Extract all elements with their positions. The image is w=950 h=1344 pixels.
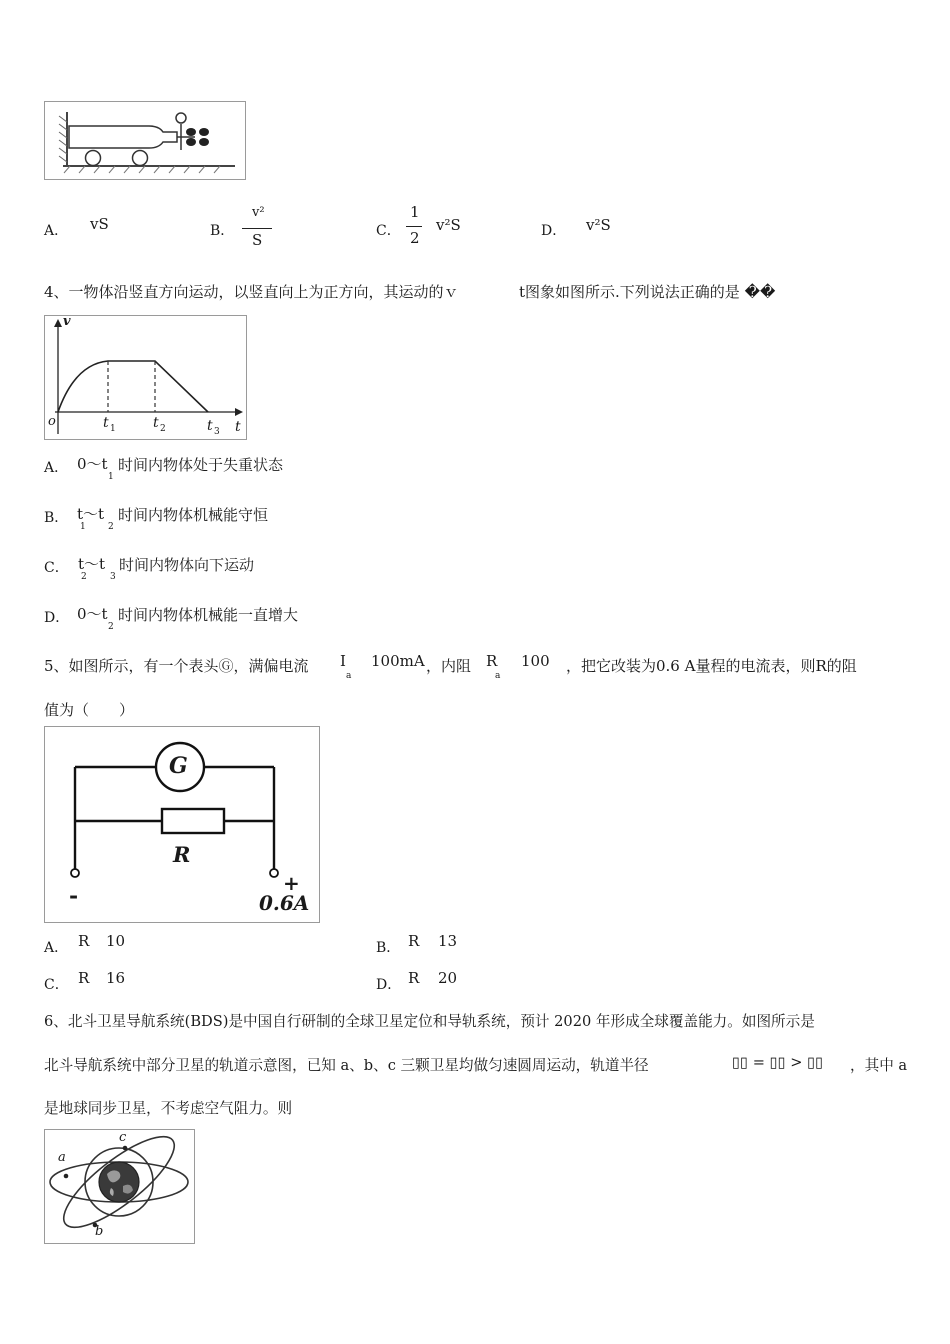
vt-x-label: t [235, 419, 241, 435]
q5-stem-part2: ，把它改装为0.6 A量程的电流表，则R的阻 [566, 657, 857, 675]
q5-stem-part1: 5、如图所示，有一个表头Ⓖ，满偏电流 [44, 657, 309, 675]
q4-option-c-label: C． [44, 560, 69, 576]
q3-option-c-fraction-bar [406, 226, 422, 227]
plus-terminal-label: + [283, 871, 300, 895]
q3-option-b-numerator: v² [252, 205, 265, 220]
q4-option-d-label: D． [44, 610, 70, 626]
q3-option-b-label[interactable]: B． [210, 223, 235, 239]
q5-ig-value: 100mA [371, 652, 425, 670]
q3-option-c-label[interactable]: C． [376, 223, 401, 239]
q4-option-d-range: 0～t [77, 605, 108, 623]
q4-option-a-text: 时间内物体处于失重状态 [118, 456, 284, 474]
q5-rg-symbol: R [486, 652, 498, 670]
q3-option-b-denominator: S [252, 231, 263, 249]
q4-option-a-end-sub: 1 [108, 472, 114, 482]
q4-option-a-range: 0～t [77, 455, 108, 473]
circuit-figure [44, 726, 320, 923]
vt-tick-t3-sub: 3 [214, 427, 220, 437]
q6-stem-line2: 北斗导航系统中部分卫星的轨道示意图，已知 a、b、c 三颗卫星均做匀速圆周运动，轨道半径 [44, 1057, 649, 1074]
q5-option-c-sym: R [78, 969, 90, 987]
q4-option-c-range: t～t [78, 555, 106, 573]
q6-radius-formula: ▯▯ = ▯▯ > ▯▯ [732, 1054, 824, 1071]
orbit-figure [44, 1129, 195, 1244]
q4-option-c-text: 时间内物体向下运动 [119, 556, 255, 574]
vt-tick-t2-sub: 2 [160, 424, 166, 434]
q4-option-d-text: 时间内物体机械能一直增大 [118, 606, 299, 624]
satellite-a-label: a [58, 1150, 66, 1165]
range-label: 0.6A [259, 891, 310, 915]
q5-stem-mid: ，内阻 [426, 657, 472, 675]
q3-option-a-label[interactable]: A． [44, 223, 69, 239]
q4-option-a-label: A． [44, 460, 69, 476]
satellite-c-label: c [119, 1130, 127, 1145]
q4-option-b-range: t～t [77, 505, 105, 523]
q5-stem-part3: 值为（ ） [44, 701, 135, 719]
q5-ig-sub: a [346, 671, 352, 681]
q5-option-d-label: D． [376, 977, 402, 993]
q5-option-a-label: A． [44, 940, 69, 956]
q5-option-c-label: C． [44, 977, 69, 993]
q4-option-c-end-sub: 3 [110, 572, 116, 582]
vt-tick-t1-sub: 1 [110, 424, 116, 434]
q5-option-b-label: B． [376, 940, 401, 956]
q5-option-d-sym: R [408, 969, 420, 987]
vt-y-label: v [63, 314, 71, 329]
q3-option-d-expr: v²S [586, 216, 611, 234]
q4-option-b-start-sub: 1 [80, 522, 86, 532]
q3-option-c-denominator: 2 [410, 229, 420, 247]
q6-stem-line1: 6、北斗卫星导航系统(BDS)是中国自行研制的全球卫星定位和导轨系统，预计 2020 年形成全球覆盖能力。如图所示是 [44, 1013, 815, 1030]
vt-tick-t1: t [103, 415, 109, 431]
q6-stem-line3: 是地球同步卫星，不考虑空气阻力。则 [44, 1100, 293, 1117]
q5-rg-value: 100 [521, 652, 550, 670]
q5-option-c-value: 16 [106, 969, 126, 987]
q4-stem-part2: t图象如图所示.下列说法正确的是 �� [519, 283, 776, 301]
q5-rg-sub: a [495, 671, 501, 681]
q5-option-a-value: 10 [106, 932, 126, 950]
q5-option-a-sym: R [78, 932, 90, 950]
q5-option-b-value: 13 [438, 932, 458, 950]
q4-option-c-start-sub: 2 [81, 572, 87, 582]
vt-origin-label: o [48, 414, 56, 429]
vt-graph-figure [44, 315, 247, 440]
q3-option-c-rest: v²S [436, 216, 461, 234]
vt-tick-t2: t [153, 415, 159, 431]
cart-figure [44, 101, 246, 180]
q5-option-b-sym: R [408, 932, 420, 950]
q3-option-c-numerator: 1 [410, 203, 420, 221]
q5-option-d-value: 20 [438, 969, 458, 987]
q4-option-b-text: 时间内物体机械能守恒 [118, 506, 269, 524]
q5-ig-symbol: I [340, 652, 346, 670]
minus-terminal-label: - [69, 883, 79, 909]
vt-tick-t3: t [207, 418, 213, 434]
satellite-b-label: b [95, 1224, 104, 1239]
q6-stem-line2-end: ，其中 a [850, 1057, 908, 1074]
q4-option-b-label: B． [44, 510, 69, 526]
q3-option-d-label[interactable]: D． [541, 223, 567, 239]
q4-option-d-end-sub: 2 [108, 622, 114, 632]
q4-stem-part1: 4、一物体沿竖直方向运动，以竖直向上为正方向，其运动的ｖ [44, 283, 459, 301]
galvanometer-label: G [169, 753, 188, 779]
q3-option-b-fraction-bar [242, 228, 272, 229]
resistor-label: R [173, 842, 191, 867]
q3-option-a-expr: vS [90, 215, 109, 233]
q4-option-b-end-sub: 2 [108, 522, 114, 532]
